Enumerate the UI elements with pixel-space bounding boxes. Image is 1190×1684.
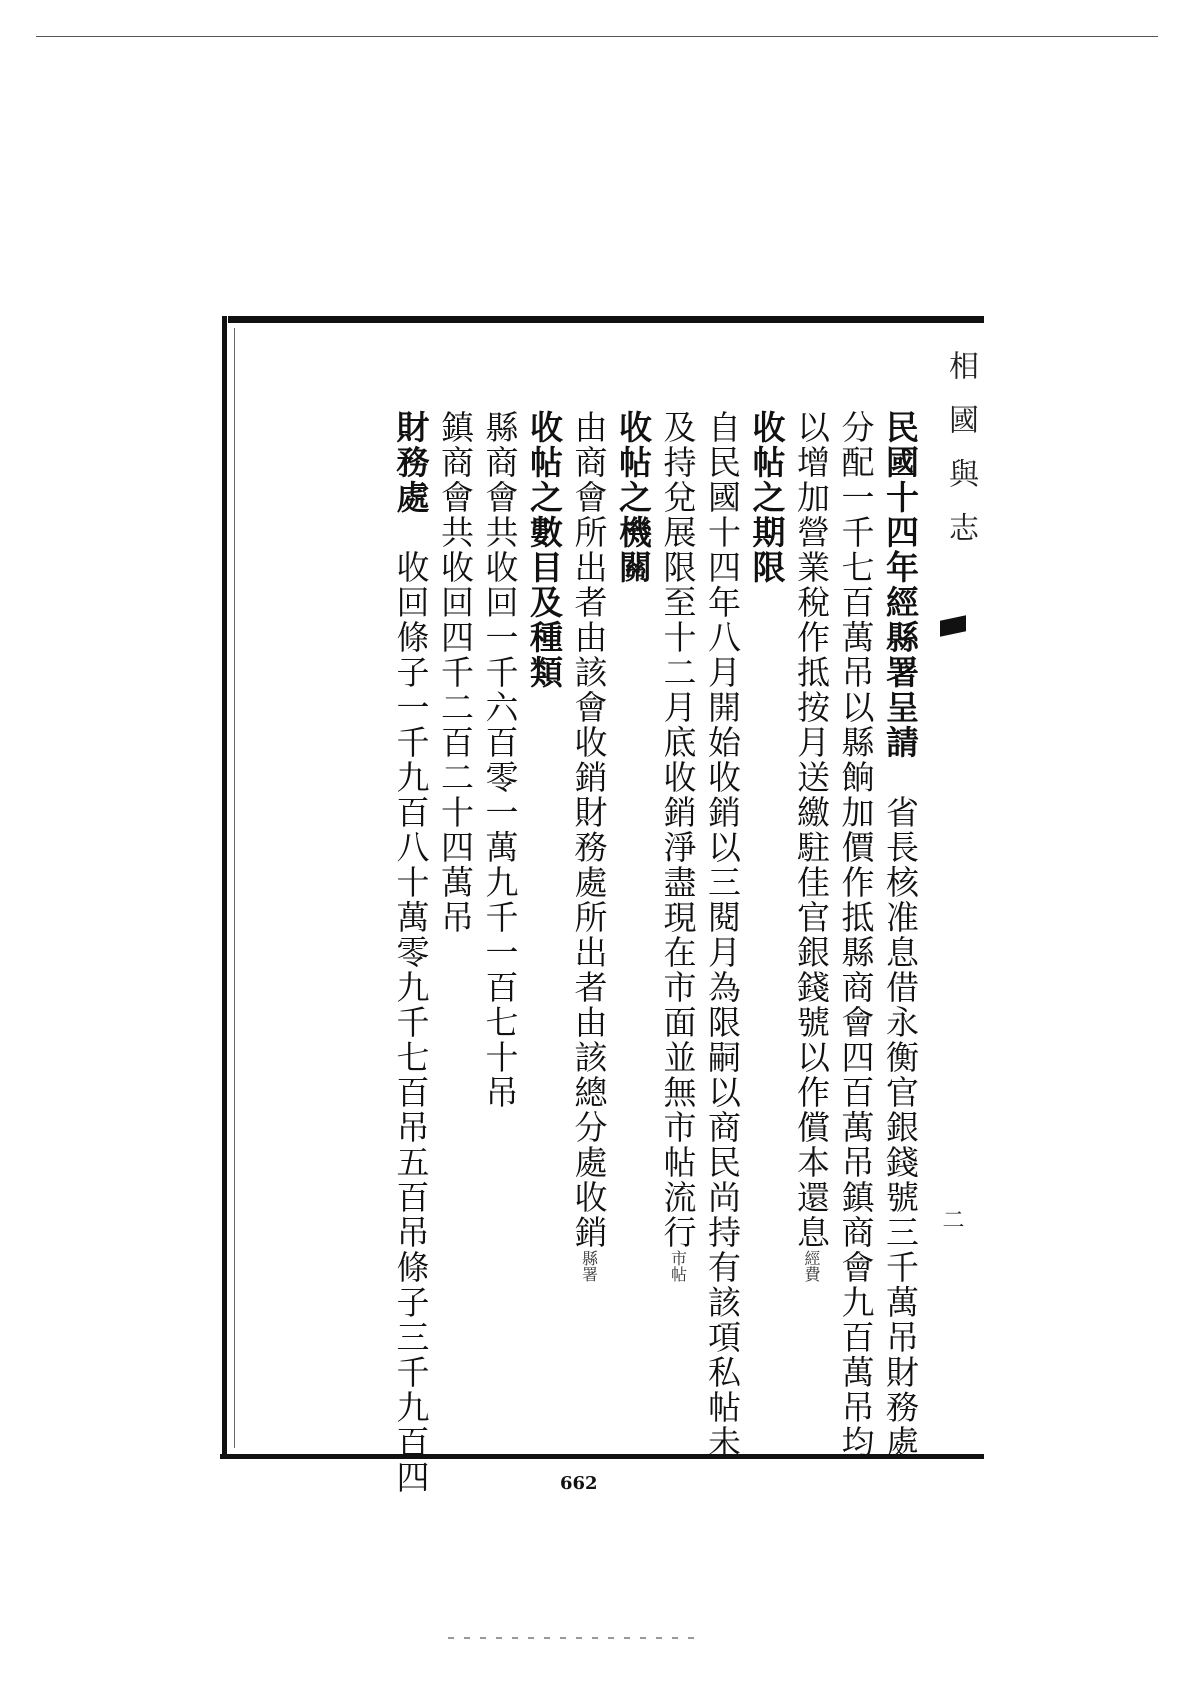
bold-text: 民國十四年經縣署呈請 [881, 410, 920, 760]
inline-note: 市帖 [668, 1250, 688, 1282]
bold-text: 財務處 [391, 410, 431, 515]
text-column [882, 410, 918, 1460]
frame-top-border [228, 316, 984, 323]
body-text: 鎮商會共收回四千二百二十四萬吊 [436, 410, 475, 935]
margin-page-number: 二 [939, 1208, 964, 1230]
bold-text: 收帖之機關 [614, 410, 653, 585]
bold-text: 收帖之數目及種類 [525, 410, 564, 690]
text-column [393, 410, 429, 1495]
top-rule [36, 36, 1158, 37]
bold-text: 收帖之期限 [747, 410, 787, 585]
page-number: 662 [560, 1473, 598, 1494]
text-column [437, 410, 473, 935]
text-column [482, 410, 518, 1110]
text-column [660, 410, 696, 1282]
text-column [615, 410, 651, 585]
text-column [793, 410, 829, 1282]
body-text: 以增加營業稅作抵按月送繳駐佳官銀錢號以作償本還息 [792, 410, 831, 1250]
body-text: 縣商會共收回一千六百零一萬九千一百七十吊 [480, 410, 520, 1110]
body-text: 收回條子一千九百八十萬零九千七百吊五百吊條子三千九百四 [391, 515, 431, 1495]
frame-left-border [222, 316, 227, 1459]
body-text: 由商會所出者由該會收銷財務處所出者由該總分處收銷 [569, 410, 609, 1250]
text-column [749, 410, 785, 585]
frame-inner-rule [234, 328, 235, 1448]
scan-artifact [448, 1637, 700, 1639]
body-text: 分配一千七百萬吊以縣餉加價作抵縣商會四百萬吊鎮商會九百萬吊均 [836, 410, 876, 1460]
inline-note: 經費 [802, 1250, 821, 1282]
body-text: 省長核准息借永衡官銀錢號三千萬吊財務處 [881, 760, 920, 1460]
text-column [704, 410, 740, 1460]
text-column [571, 410, 607, 1282]
margin-title: 相國與志 [943, 350, 978, 566]
body-text: 及持兌展限至十二月底收銷淨盡現在市面並無市帖流行 [658, 410, 698, 1250]
body-text: 自民國十四年八月開始收銷以三閱月為限嗣以商民尚持有該項私帖未 [703, 410, 742, 1460]
text-column [838, 410, 874, 1460]
text-column [526, 410, 562, 690]
inline-note: 縣署 [579, 1250, 599, 1282]
